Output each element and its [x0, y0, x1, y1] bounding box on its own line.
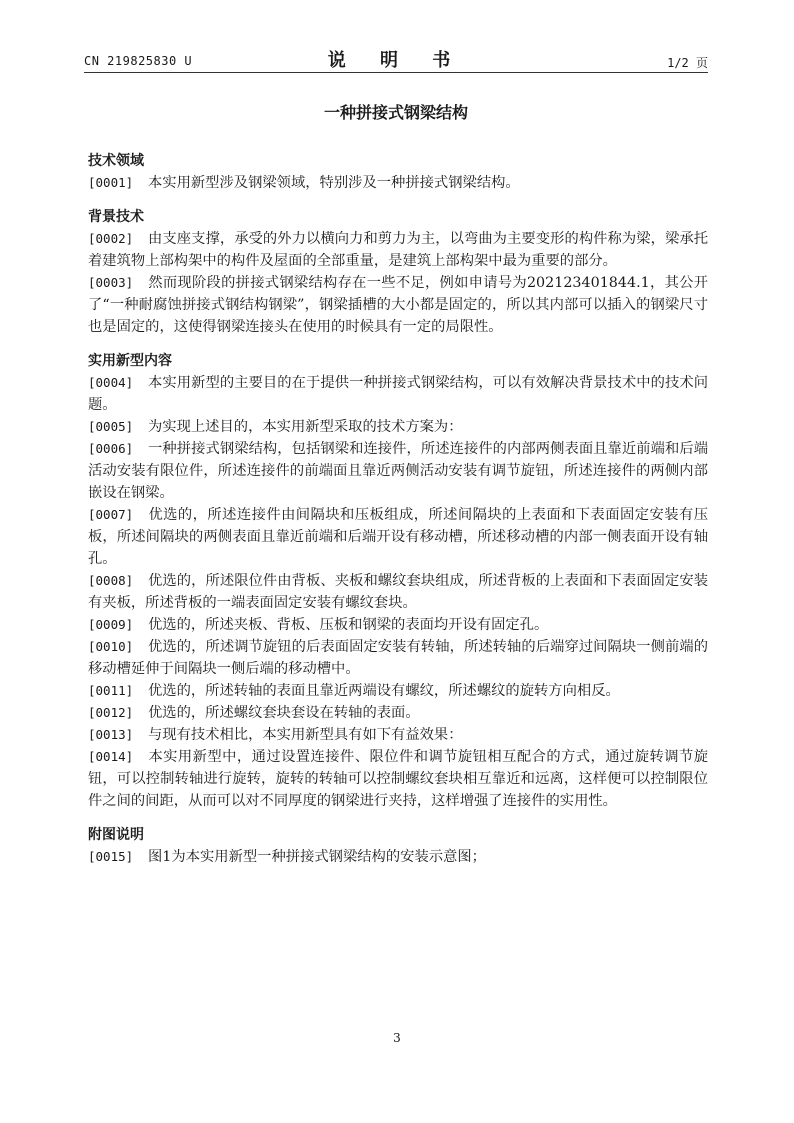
paragraph-text: 由支座支撑，承受的外力以横向力和剪力为主，以弯曲为主要变形的构件称为梁，梁承托着建筑物上部构架中的构件及屋面的全部重量，是建筑上部构架中最为重要的部分。 [88, 231, 708, 269]
paragraph-number: [0011] [88, 683, 134, 698]
paragraph-number: [0008] [88, 573, 134, 588]
paragraph-text: 优选的，所述螺纹套块套设在转轴的表面。 [148, 705, 420, 721]
paragraph-number: [0010] [88, 639, 134, 654]
paragraph-number: [0003] [88, 275, 134, 290]
document-title: 一种拼接式钢梁结构 [323, 103, 468, 122]
paragraph-text: 优选的，所述连接件由间隔块和压板组成，所述间隔块的上表面和下表面固定安装有压板，所述间隔块的两侧表面且靠近前端和后端开设有移动槽，所述移动槽的内部一侧表面开设有轴孔。 [88, 507, 708, 567]
paragraph [88, 172, 708, 194]
paragraph-number: [0006] [88, 441, 134, 456]
paragraph [88, 636, 708, 680]
paragraph-number: [0015] [88, 849, 134, 864]
paragraph [88, 570, 708, 614]
paragraph-text: 优选的，所述限位件由背板、夹板和螺纹套块组成，所述背板的上表面和下表面固定安装有夹板，所述背板的一端表面固定安装有螺纹套块。 [88, 573, 708, 611]
paragraph [88, 746, 708, 812]
paragraph [88, 614, 708, 636]
section-heading-drawings: 附图说明 [88, 827, 144, 843]
paragraph-text: 一种拼接式钢梁结构，包括钢梁和连接件，所述连接件的内部两侧表面且靠近前端和后端活动安装有限位件，所述连接件的前端面且靠近两侧活动安装有调节旋钮，所述连接件的两侧内部嵌设在钢梁。 [88, 441, 708, 501]
paragraph-text: 本实用新型的主要目的在于提供一种拼接式钢梁结构，可以有效解决背景技术中的技术问题。 [88, 375, 708, 413]
document-type: 说 明 书 [327, 50, 465, 71]
paragraph-text: 本实用新型中，通过设置连接件、限位件和调节旋钮相互配合的方式，通过旋转调节旋钮，可以控制转轴进行旋转，旋转的转轴可以控制螺纹套块相互靠近和远离，这样便可以控制限位件之间的间距，从而可以对不同厚度的钢梁进行夹持，这样增强了连接件的实用性。 [88, 749, 708, 809]
document-body [88, 150, 708, 868]
paragraph-number: [0001] [88, 175, 134, 190]
page-info: 1/2 页 [667, 56, 708, 70]
page-header [84, 44, 708, 74]
section-heading-content: 实用新型内容 [88, 353, 172, 369]
publication-number: CN 219825830 U [84, 54, 193, 68]
paragraph-text: 本实用新型涉及钢梁领域，特别涉及一种拼接式钢梁结构。 [148, 175, 520, 191]
page-number: 3 [393, 1031, 401, 1045]
paragraph-text: 图1为本实用新型一种拼接式钢梁结构的安装示意图； [148, 849, 486, 865]
paragraph-text: 优选的，所述调节旋钮的后表面固定安装有转轴，所述转轴的后端穿过间隔块一侧前端的移动槽延伸于间隔块一侧后端的移动槽中。 [88, 639, 708, 677]
paragraph-number: [0002] [88, 231, 134, 246]
paragraph [88, 724, 708, 746]
paragraph [88, 228, 708, 272]
paragraph-text: 为实现上述目的，本实用新型采取的技术方案为： [148, 419, 463, 435]
paragraph [88, 504, 708, 570]
paragraph-number: [0013] [88, 727, 134, 742]
paragraph-text: 与现有技术相比，本实用新型具有如下有益效果： [148, 727, 463, 743]
section-heading-technical-field: 技术领域 [88, 153, 144, 169]
paragraph [88, 680, 708, 702]
section-heading-background: 背景技术 [88, 209, 144, 225]
paragraph [88, 438, 708, 504]
paragraph-text: 然而现阶段的拼接式钢梁结构存在一些不足，例如申请号为202123401844.1，其公开了“一种耐腐蚀拼接式钢结构钢梁”，钢梁插槽的大小都是固定的，所以其内部可以插入的钢梁尺寸也是固定的，这使得钢梁连接头在使用的时候具有一定的局限性。 [88, 275, 708, 335]
paragraph [88, 702, 708, 724]
paragraph-number: [0014] [88, 749, 134, 764]
paragraph [88, 272, 708, 338]
paragraph-number: [0004] [88, 375, 134, 390]
paragraph-number: [0012] [88, 705, 134, 720]
paragraph-number: [0005] [88, 419, 134, 434]
paragraph-number: [0007] [88, 507, 134, 522]
paragraph-number: [0009] [88, 617, 134, 632]
paragraph [88, 846, 708, 868]
paragraph [88, 372, 708, 416]
header-rule [84, 72, 708, 73]
paragraph [88, 416, 708, 438]
paragraph-text: 优选的，所述转轴的表面且靠近两端设有螺纹，所述螺纹的旋转方向相反。 [148, 683, 620, 699]
paragraph-text: 优选的，所述夹板、背板、压板和钢梁的表面均开设有固定孔。 [148, 617, 549, 633]
